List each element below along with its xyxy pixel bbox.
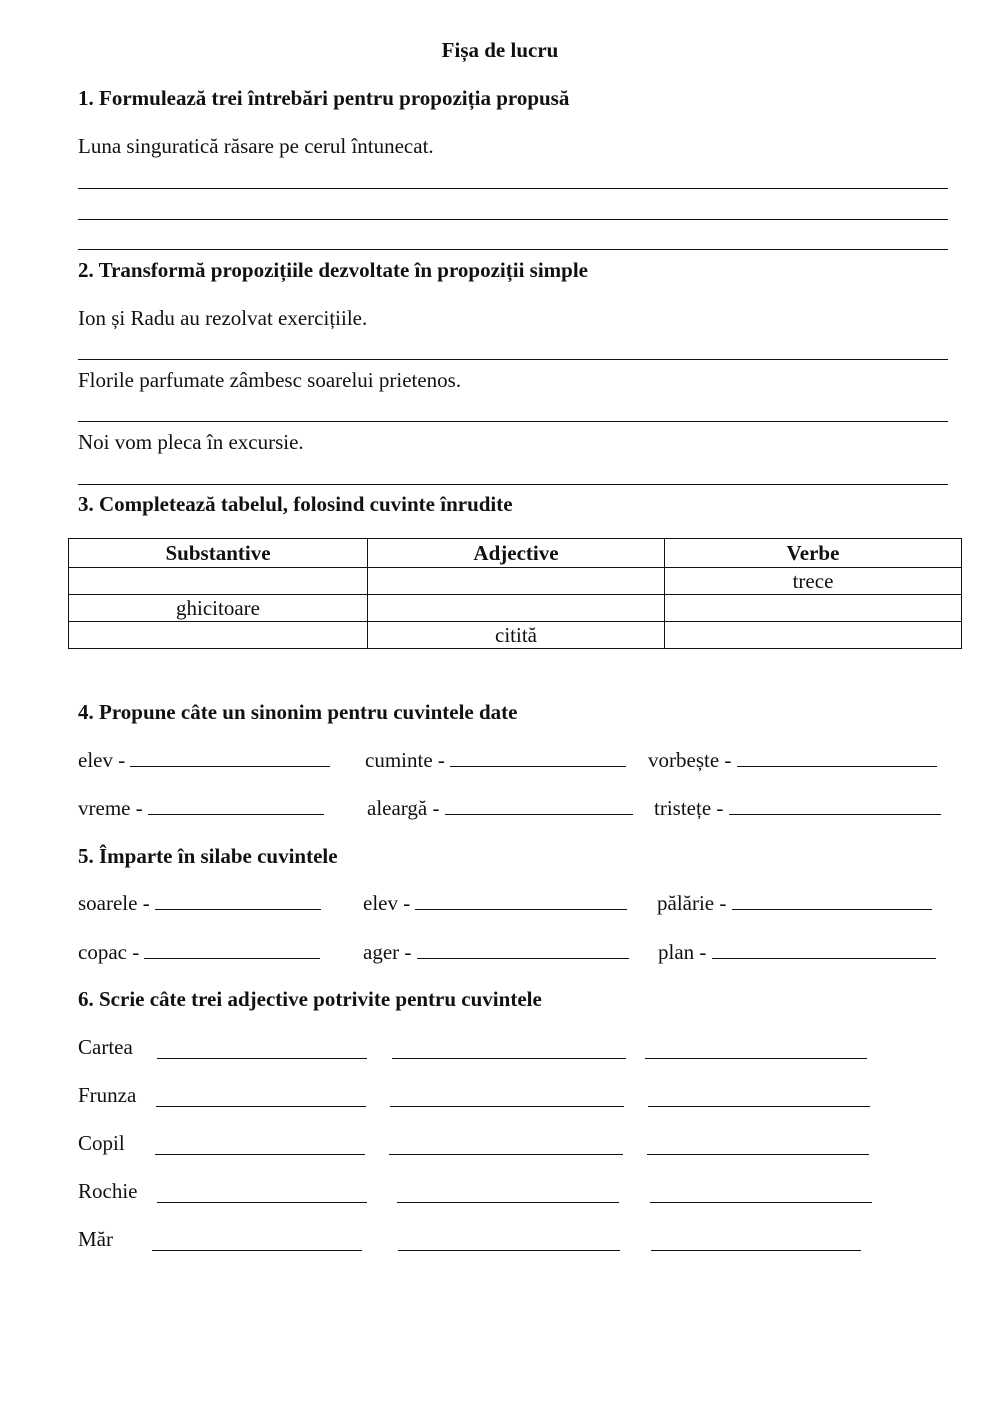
- word-label: tristețe -: [654, 796, 724, 820]
- section-1-heading: 1. Formulează trei întrebări pentru propoziția propusă: [78, 86, 570, 110]
- table-header: Verbe: [665, 539, 962, 568]
- syllable-item: [363, 891, 627, 916]
- section-2-sentence: Florile parfumate zâmbesc soarelui prietenos.: [78, 368, 462, 392]
- section-4-heading: 4. Propune câte un sinonim pentru cuvintele date: [78, 700, 518, 724]
- section-5-heading: 5. Împarte în silabe cuvintele: [78, 844, 338, 868]
- adjective-row-word: Frunza: [78, 1083, 137, 1107]
- section-3-heading: 3. Completează tabelul, folosind cuvinte înrudite: [78, 492, 513, 516]
- page-title: Fișa de lucru: [441, 38, 559, 62]
- word-label: vorbește -: [648, 748, 732, 772]
- answer-blank[interactable]: [650, 1184, 872, 1203]
- syllable-item: [78, 940, 320, 965]
- answer-blank[interactable]: [415, 891, 627, 910]
- answer-blank[interactable]: [729, 796, 941, 815]
- section-2-sentence: Ion și Radu au rezolvat exercițiile.: [78, 306, 368, 330]
- answer-line[interactable]: [78, 421, 948, 422]
- answer-blank[interactable]: [156, 1088, 366, 1107]
- answer-line[interactable]: [78, 249, 948, 250]
- adjective-row-word: Copil: [78, 1131, 125, 1155]
- answer-blank[interactable]: [712, 940, 936, 959]
- word-label: plan -: [658, 940, 707, 964]
- answer-blank[interactable]: [647, 1136, 869, 1155]
- word-label: aleargă -: [367, 796, 440, 820]
- syllable-item: [657, 891, 932, 916]
- table-cell[interactable]: [69, 622, 368, 649]
- answer-blank[interactable]: [144, 940, 320, 959]
- synonym-item: [78, 748, 330, 773]
- answer-blank[interactable]: [130, 748, 330, 767]
- table-cell[interactable]: [368, 595, 665, 622]
- synonym-item: [654, 796, 941, 821]
- answer-blank[interactable]: [417, 940, 629, 959]
- syllable-item: [658, 940, 936, 965]
- related-words-table: [68, 538, 962, 649]
- answer-line[interactable]: [78, 359, 948, 360]
- table-cell[interactable]: ghicitoare: [69, 595, 368, 622]
- answer-blank[interactable]: [732, 891, 932, 910]
- table-cell[interactable]: citită: [368, 622, 665, 649]
- answer-blank[interactable]: [737, 748, 937, 767]
- word-label: elev -: [363, 891, 411, 915]
- adjective-row-word: Rochie: [78, 1179, 138, 1203]
- synonym-item: [78, 796, 324, 821]
- answer-blank[interactable]: [155, 891, 321, 910]
- table-cell[interactable]: [69, 568, 368, 595]
- answer-blank[interactable]: [157, 1184, 367, 1203]
- table-row: [69, 595, 962, 622]
- synonym-item: [648, 748, 937, 773]
- synonym-item: [365, 748, 626, 773]
- answer-blank[interactable]: [392, 1040, 626, 1059]
- table-cell[interactable]: [665, 595, 962, 622]
- answer-blank[interactable]: [152, 1232, 362, 1251]
- answer-blank[interactable]: [390, 1088, 624, 1107]
- table-cell[interactable]: [368, 568, 665, 595]
- answer-line[interactable]: [78, 484, 948, 485]
- answer-blank[interactable]: [450, 748, 626, 767]
- answer-blank[interactable]: [648, 1088, 870, 1107]
- answer-blank[interactable]: [645, 1040, 867, 1059]
- syllable-item: [363, 940, 629, 965]
- answer-blank[interactable]: [397, 1184, 619, 1203]
- synonym-item: [367, 796, 633, 821]
- word-label: elev -: [78, 748, 126, 772]
- answer-blank[interactable]: [651, 1232, 861, 1251]
- word-label: pălărie -: [657, 891, 727, 915]
- answer-blank[interactable]: [398, 1232, 620, 1251]
- section-6-heading: 6. Scrie câte trei adjective potrivite pentru cuvintele: [78, 987, 542, 1011]
- section-2-sentence: Noi vom pleca în excursie.: [78, 430, 304, 454]
- word-label: cuminte -: [365, 748, 445, 772]
- table-cell[interactable]: trece: [665, 568, 962, 595]
- answer-blank[interactable]: [389, 1136, 623, 1155]
- table-row: [69, 568, 962, 595]
- answer-blank[interactable]: [445, 796, 633, 815]
- adjective-row-word: Măr: [78, 1227, 113, 1251]
- section-2-heading: 2. Transformă propozițiile dezvoltate în propoziții simple: [78, 258, 588, 282]
- table-header-row: [69, 539, 962, 568]
- section-1-sentence: Luna singuratică răsare pe cerul întunecat.: [78, 134, 434, 158]
- syllable-item: [78, 891, 321, 916]
- word-label: soarele -: [78, 891, 150, 915]
- answer-line[interactable]: [78, 188, 948, 189]
- answer-blank[interactable]: [148, 796, 324, 815]
- adjective-row-word: Cartea: [78, 1035, 133, 1059]
- table-cell[interactable]: [665, 622, 962, 649]
- word-label: copac -: [78, 940, 140, 964]
- answer-blank[interactable]: [155, 1136, 365, 1155]
- table-row: [69, 622, 962, 649]
- word-label: vreme -: [78, 796, 143, 820]
- word-label: ager -: [363, 940, 412, 964]
- answer-line[interactable]: [78, 219, 948, 220]
- table-header: Adjective: [368, 539, 665, 568]
- table-header: Substantive: [69, 539, 368, 568]
- answer-blank[interactable]: [157, 1040, 367, 1059]
